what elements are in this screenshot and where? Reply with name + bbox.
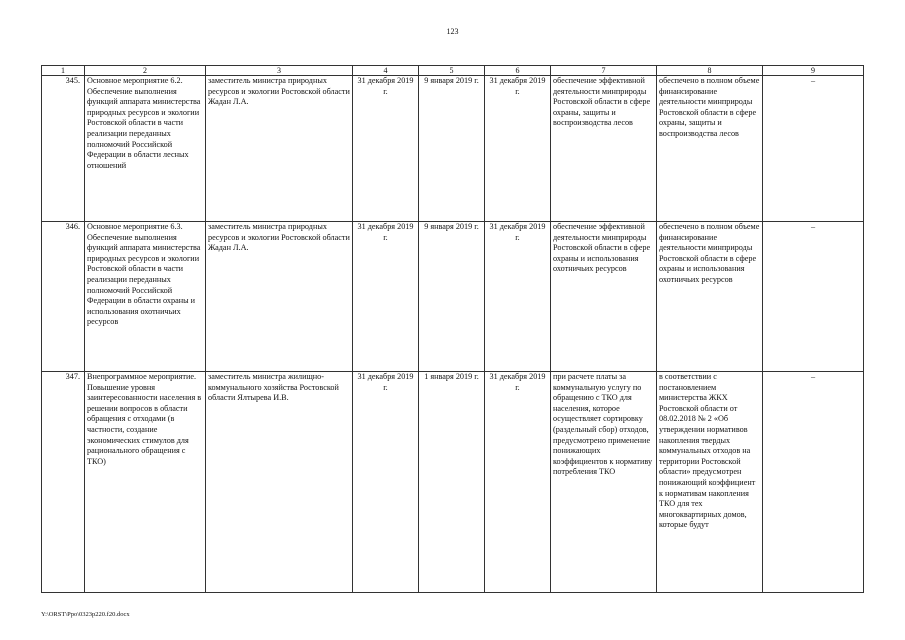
expected-result-cell: обеспечение эффективной деятельности минприроды Ростовской области в сфере охраны и использования охотничьих ресурсов — [551, 222, 657, 372]
col-header: 4 — [353, 66, 419, 76]
actual-result-cell: обеспечено в полном объеме финансирование деятельности минприроды Ростовской области в сфере охраны и использования охотничьих ресурсов — [657, 222, 763, 372]
problems-cell: – — [763, 372, 864, 593]
row-number: 345. — [42, 76, 85, 222]
page-number: 123 — [446, 27, 459, 36]
table-row — [42, 222, 864, 372]
col-header: 8 — [657, 66, 763, 76]
event-cell: Внепрограммное мероприятие. Повышение уровня заинтересованности населения в решении вопросов в области обращения с отходами (в частности, создание экономических стимулов для рационального обращения с ТКО) — [85, 372, 206, 593]
col-header: 5 — [419, 66, 485, 76]
plan-date-cell: 9 января 2019 г. — [419, 76, 485, 222]
actual-result-cell: в соответствии с постановлением министерства ЖКХ Ростовской области от 08.02.2018 № 2 «Об утверждении нормативов накопления твердых коммунальных отходов на территории Ростовской области» предусмотрен понижающий коэффициент к нормативам накопления ТКО для тех многоквартирных домов, которые будут — [657, 372, 763, 593]
start-date-cell: 31 декабря 2019 г. — [353, 76, 419, 222]
responsible-cell: заместитель министра природных ресурсов и экологии Ростовской области Жадан Л.А. — [206, 76, 353, 222]
col-header: 1 — [42, 66, 85, 76]
responsible-cell: заместитель министра жилищно-коммунального хозяйства Ростовской области Ялтырева И.В. — [206, 372, 353, 593]
header-row — [42, 66, 864, 76]
problems-cell: – — [763, 76, 864, 222]
plan-date-cell: 9 января 2019 г. — [419, 222, 485, 372]
event-cell: Основное мероприятие 6.3. Обеспечение выполнения функций аппарата министерства природных ресурсов и экологии Ростовской области в части реализации переданных полномочий Российской Федерации в области охраны и использования охотничьих ресурсов — [85, 222, 206, 372]
col-header: 7 — [551, 66, 657, 76]
problems-cell: – — [763, 222, 864, 372]
responsible-cell: заместитель министра природных ресурсов и экологии Ростовской области Жадан Л.А. — [206, 222, 353, 372]
expected-result-cell: при расчете платы за коммунальную услугу по обращению с ТКО для населения, которое осуществляет сортировку (раздельный сбор) отходов, предусмотрено применение понижающих коэффициентов к нормативу потребления ТКО — [551, 372, 657, 593]
actual-result-cell: обеспечено в полном объеме финансирование деятельности минприроды Ростовской области в сфере охраны, защиты и воспроизводства лесов — [657, 76, 763, 222]
col-header: 9 — [763, 66, 864, 76]
fact-date-cell: 31 декабря 2019 г. — [485, 76, 551, 222]
start-date-cell: 31 декабря 2019 г. — [353, 222, 419, 372]
col-header: 2 — [85, 66, 206, 76]
table-row — [42, 76, 864, 222]
start-date-cell: 31 декабря 2019 г. — [353, 372, 419, 593]
row-number: 346. — [42, 222, 85, 372]
fact-date-cell: 31 декабря 2019 г. — [485, 222, 551, 372]
event-cell: Основное мероприятие 6.2. Обеспечение выполнения функций аппарата министерства природных ресурсов и экологии Ростовской области в части реализации переданных полномочий Российской Федерации в области лесных отношений — [85, 76, 206, 222]
row-number: 347. — [42, 372, 85, 593]
fact-date-cell: 31 декабря 2019 г. — [485, 372, 551, 593]
expected-result-cell: обеспечение эффективной деятельности минприроды Ростовской области в сфере охраны, защиты и воспроизводства лесов — [551, 76, 657, 222]
plan-date-cell: 1 января 2019 г. — [419, 372, 485, 593]
col-header: 3 — [206, 66, 353, 76]
table-row — [42, 372, 864, 593]
file-path-footer: Y:\ORST\Ppo\0323p220.f20.docx — [41, 611, 130, 618]
col-header: 6 — [485, 66, 551, 76]
report-table — [41, 65, 864, 593]
